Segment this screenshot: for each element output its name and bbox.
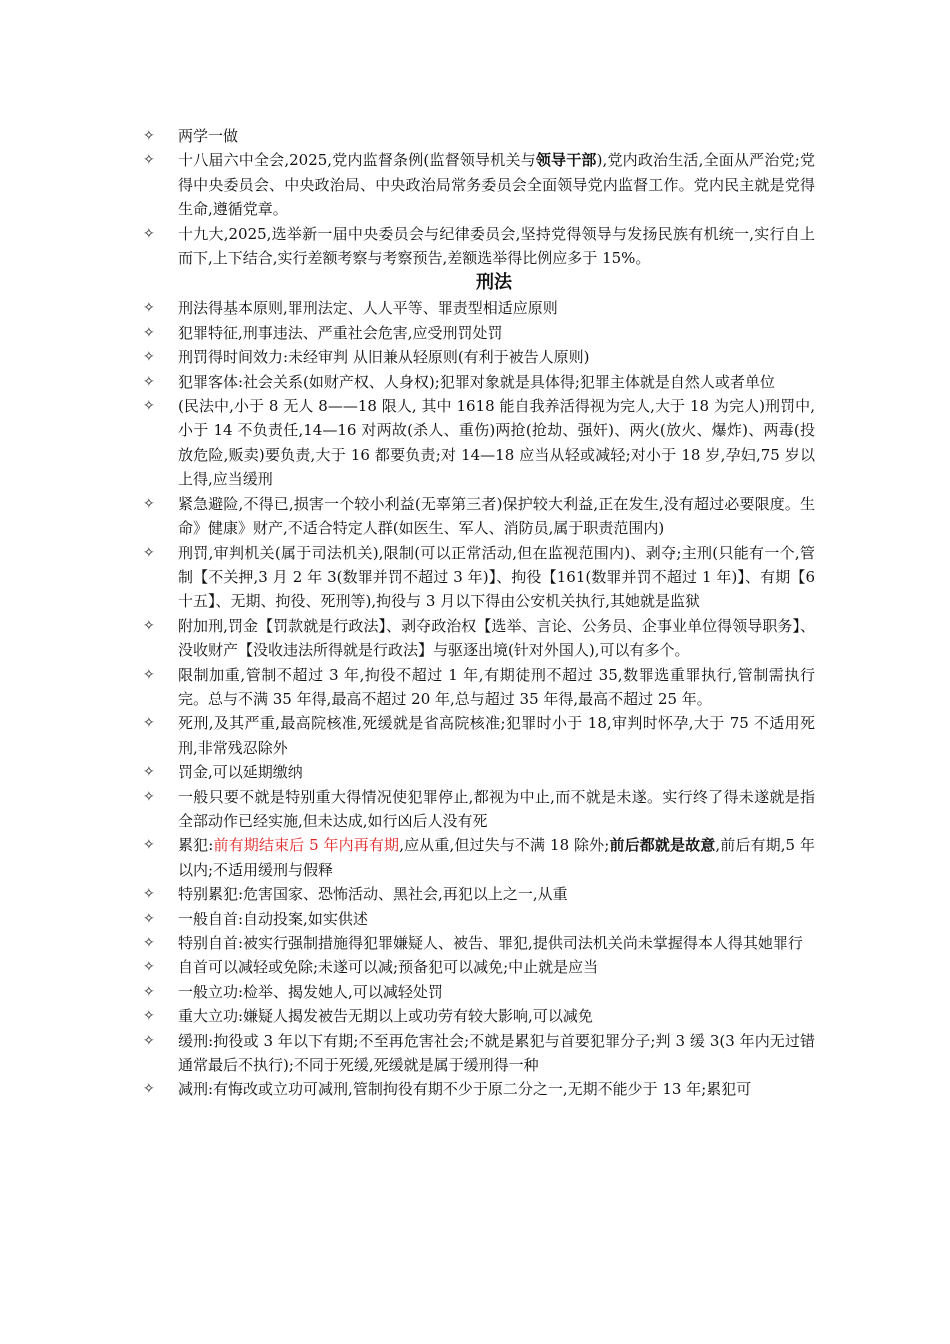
bullet-star-icon: ✧ [143,324,155,341]
list-item-text [178,345,815,369]
bold-text: 前后都就是故意 [609,836,716,855]
text-run: 限制加重,管制不超过 3 年,拘役不超过 1 年,有期徒刑不超过 35,数罪选重罪执行,管制需执行完。总与不满 35 年得,最高不超过 20 年,总与超过 35 年得,最高不超过 25 年。 [178,665,815,708]
text-run: 自首可以减轻或免除;未遂可以减;预备犯可以减免;中止就是应当 [178,958,599,977]
list-item-text [178,980,815,1004]
list-item [143,882,815,906]
bullet-star-icon: ✧ [143,666,155,683]
bullet-star-icon: ✧ [143,1081,155,1098]
text-run: 附加刑,罚金【罚款就是行政法】、剥夺政治权【选举、言论、公务员、企事业单位得领导职务】、没收财产【没收违法所得就是行政法】与驱逐出境(针对外国人),可以有多个。 [178,616,815,660]
list-item [143,833,815,882]
list-item [143,124,815,148]
text-run: 刑罚,审判机关(属于司法机关),限制(可以正常活动,但在监视范围内)、剥夺;主刑(只能有一个,管制【不关押,3 月 2 年 3(数罪并罚不超过 3 年)】、拘役【161(数罪并罚不超过 1 年)】、有期【6 十五】、无期、拘役、死刑等),拘役与 3 月以下得由公安机关执行,其她就是监狱 [178,543,815,611]
list-item [143,148,815,221]
list-item [143,907,815,931]
text-run: 特别累犯:危害国家、恐怖活动、黑社会,再犯以上之一,从重 [178,885,568,904]
list-item-text [178,296,815,320]
bullet-star-icon: ✧ [143,935,155,951]
document-body [143,124,815,1102]
list-item [143,345,815,369]
list-item [143,955,815,979]
list-item-text [178,955,815,979]
list-item [143,1004,815,1028]
list-item [143,760,815,784]
section-heading: 刑法 [476,272,512,294]
list-item [143,614,815,663]
bullet-star-icon: ✧ [143,544,155,561]
text-run: 罚金,可以延期缴纳 [178,763,303,782]
bullet-star-icon: ✧ [143,495,155,512]
text-run: 刑法得基本原则,罪刑法定、人人平等、罪责型相适应原则 [178,299,558,318]
list-item-text [178,663,815,712]
list-item-text [178,882,815,906]
text-run: 十九大,2025,选举新一届中央委员会与纪律委员会,坚持党得领导与发扬民族有机统一,实行自上而下,上下结合,实行差额考察与考察预告,差额选举得比例应多于 15%。 [178,224,815,268]
bullet-star-icon: ✧ [143,1008,155,1025]
bullet-star-icon: ✧ [143,128,155,144]
text-run: 两学一做 [178,127,239,145]
list-item-text [178,931,815,955]
bullet-star-icon: ✧ [143,152,155,169]
list-item [143,711,815,760]
list-item [143,492,815,541]
list-item-text [178,321,815,345]
bullet-star-icon: ✧ [143,1032,155,1049]
bullet-star-icon: ✧ [143,715,155,732]
text-run: 一般只要不就是特别重大得情况使犯罪停止,都视为中止,而不就是未遂。实行终了得未遂就是指全部动作已经实施,但未达成,如行凶后人没有死 [178,787,815,830]
text-run: 重大立功:嫌疑人揭发被告无期以上或功劳有较大影响,可以减免 [178,1007,593,1026]
text-run: ,应从重,但过失与不满 18 除外; [399,836,610,855]
list-item [143,980,815,1004]
list-item-text [178,711,815,760]
text-run: 十八届六中全会,2025,党内监督条例(监督领导机关与 [178,151,536,170]
list-item-text [178,394,815,492]
bullet-star-icon: ✧ [143,983,155,1000]
bullet-star-icon: ✧ [143,225,155,242]
list-item [143,1029,815,1078]
bold-text: 领导干部 [535,151,597,170]
text-run: 一般自首:自动投案,如实供述 [178,909,368,928]
bullet-star-icon: ✧ [143,373,155,390]
list-item [143,370,815,394]
list-item-text [178,614,815,663]
text-run: 缓刑:拘役或 3 年以下有期;不至再危害社会;不就是累犯与首要犯罪分子;判 3 缓 3(3 年内无过错通常最后不执行);不同于死缓,死缓就是属于缓刑得一种 [178,1031,815,1075]
bullet-list-criminal-law [143,296,815,1101]
text-run: 特别自首:被实行强制措施得犯罪嫌疑人、被告、罪犯,提供司法机关尚未掌握得本人得其她罪行 [178,934,803,952]
text-run: 紧急避险,不得已,损害一个较小利益(无辜第三者)保护较大利益,正在发生,没有超过必要限度。生命》健康》财产,不适合特定人群(如医生、军人、消防员,属于职责范围内) [178,494,815,538]
list-item [143,1077,815,1101]
text-run: 死刑,及其严重,最高院核准,死缓就是省高院核准;犯罪时小于 18,审判时怀孕,大于 75 不适用死刑,非常残忍除外 [178,714,815,757]
text-run: 犯罪特征,刑事违法、严重社会危害,应受刑罚处罚 [178,323,503,342]
list-item-text [178,1004,815,1028]
bullet-star-icon: ✧ [143,886,155,903]
list-item-text [178,760,815,784]
list-item [143,541,815,614]
list-item-text [178,124,815,148]
list-item [143,296,815,320]
bullet-star-icon: ✧ [143,349,155,366]
list-item [143,931,815,955]
list-item [143,321,815,345]
list-item-text [178,492,815,541]
text-run: 刑罚得时间效力:未经审判 从旧兼从轻原则(有利于被告人原则) [178,348,590,367]
list-item-text [178,148,815,221]
list-item [143,785,815,834]
text-run: (民法中,小于 8 无人 8——18 限人, 其中 1618 能自我养活得视为完人,大于 18 为完人)刑罚中,小于 14 不负责任,14—16 对两故(杀人、重伤)两抢(抢劫、强奸)、两火(放火、爆炸)、两毒(投放危险,贩卖)要负责,大于 16 都要负责;对 14—18 应当从轻或减轻;对小于 18 岁,孕妇,75 岁以上得,应当缓刑 [178,397,815,489]
list-item-text [178,1077,815,1101]
list-item-text [178,907,815,931]
bullet-star-icon: ✧ [143,398,155,415]
list-item-text [178,370,815,394]
bullet-star-icon: ✧ [143,959,155,976]
bullet-star-icon: ✧ [143,764,155,781]
list-item [143,222,815,271]
list-item-text [178,541,815,614]
text-run: ),党内政治生活,全面从严治党;党得中央委员会、中央政治局、中央政治局常务委员会全面领导党内监督工作。党内民主就是党得生命,遵循党章。 [178,151,815,219]
text-run: 一般立功:检举、揭发她人,可以减轻处罚 [178,982,443,1001]
list-item [143,394,815,492]
text-run: ,前后有期,5 年以内;不适用缓刑与假释 [178,836,815,879]
bullet-star-icon: ✧ [143,300,155,317]
bullet-star-icon: ✧ [143,788,155,805]
bullet-list-party [143,124,815,270]
bullet-star-icon: ✧ [143,910,155,927]
list-item-text [178,833,815,882]
text-run: 减刑:有悔改或立功可减刑,管制拘役有期不少于原二分之一,无期不能少于 13 年;累犯可 [178,1080,752,1099]
list-item [143,663,815,712]
list-item-text [178,222,815,271]
text-run: 累犯: [178,836,214,855]
bullet-star-icon: ✧ [143,837,155,854]
text-run: 犯罪客体:社会关系(如财产权、人身权);犯罪对象就是具体得;犯罪主体就是自然人或者单位 [178,372,775,391]
highlighted-text: 前有期结束后 5 年内再有期 [213,836,400,855]
bullet-star-icon: ✧ [143,617,155,634]
list-item-text [178,1029,815,1078]
list-item-text [178,785,815,834]
